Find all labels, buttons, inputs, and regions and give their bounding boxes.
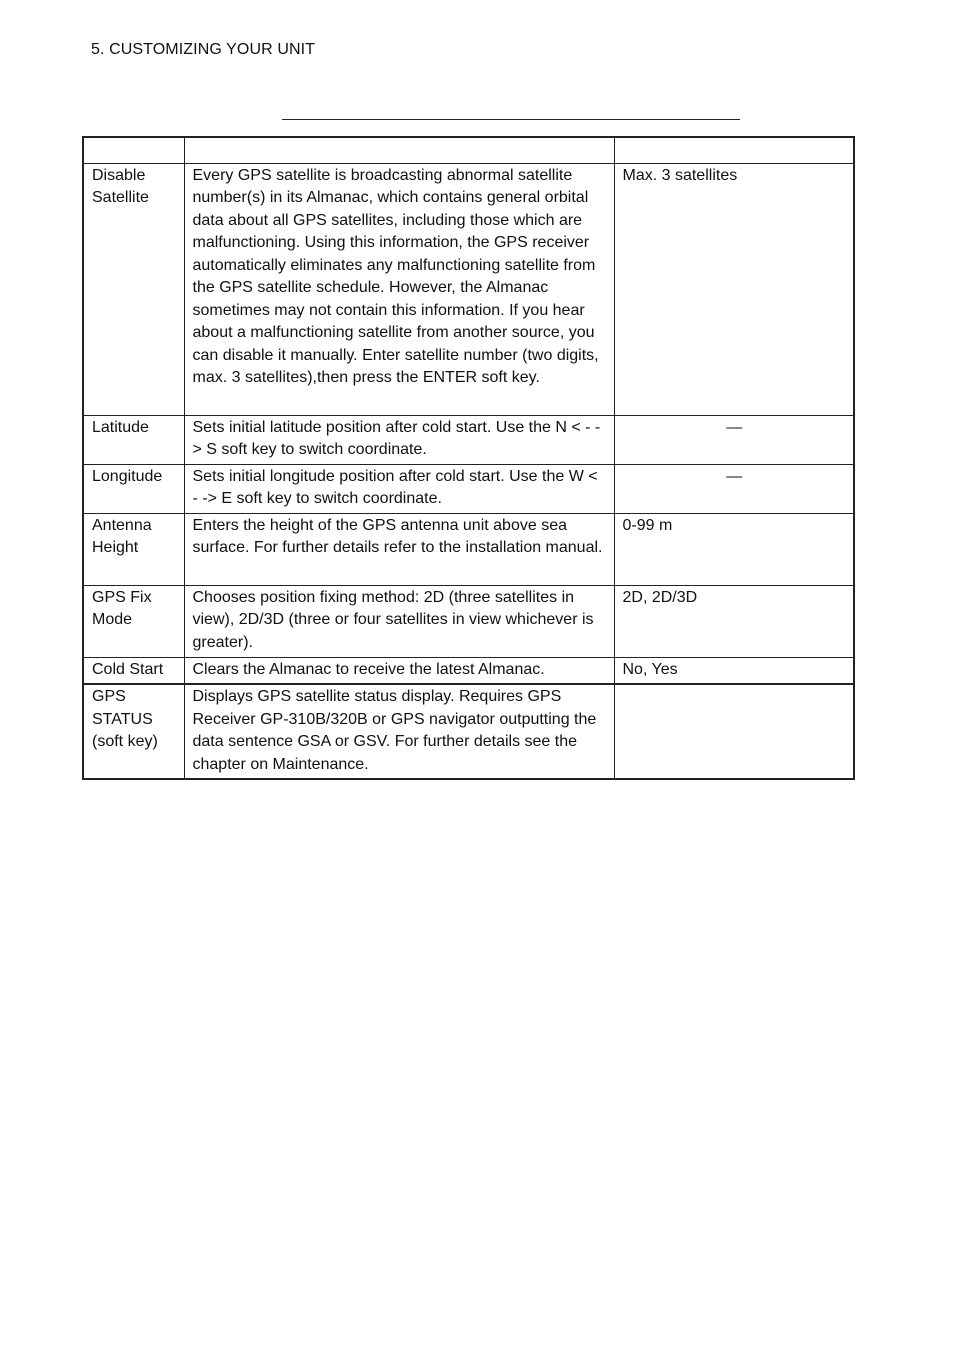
row-item: Cold Start: [83, 657, 184, 684]
row-description: Sets initial longitude position after cold start. Use the W < - -> E soft key to switch coordinate.: [184, 464, 614, 513]
table-row: [83, 585, 854, 657]
table-header-row: [83, 137, 854, 163]
row-item: Latitude: [83, 415, 184, 464]
table-row: [83, 163, 854, 415]
row-range: 2D, 2D/3D: [614, 585, 854, 657]
row-range: —: [614, 464, 854, 513]
row-description: Every GPS satellite is broadcasting abnormal satellite number(s) in its Almanac, which contains general orbital data about all GPS satellites, including those which are malfunctioning. Using this information, the GPS receiver automatically eliminates any malfunctioning satellite from the GPS satellite schedule. However, the Almanac sometimes may not contain this information. If you hear about a malfunctioning satellite from another source, you can disable it manually. Enter satellite number (two digits, max. 3 satellites),then press the ENTER soft key.: [184, 163, 614, 415]
table-row: [83, 513, 854, 585]
header-cell-range: [614, 137, 854, 163]
title-rule: [282, 119, 740, 120]
row-description: Chooses position fixing method: 2D (three satellites in view), 2D/3D (three or four satellites in view whichever is greater).: [184, 585, 614, 657]
table-row: [83, 415, 854, 464]
row-range: —: [614, 415, 854, 464]
header-cell-item: [83, 137, 184, 163]
row-range: [614, 684, 854, 779]
table-row: [83, 464, 854, 513]
row-range: No, Yes: [614, 657, 854, 684]
table-row: [83, 684, 854, 779]
header-cell-description: [184, 137, 614, 163]
table-row: [83, 657, 854, 684]
row-item: GPS STATUS (soft key): [83, 684, 184, 779]
running-head: 5. CUSTOMIZING YOUR UNIT: [91, 41, 316, 58]
row-description: Enters the height of the GPS antenna unit above sea surface. For further details refer to the installation manual.: [184, 513, 614, 585]
row-description: Sets initial latitude position after cold start. Use the N < - -> S soft key to switch coordinate.: [184, 415, 614, 464]
row-item: Longitude: [83, 464, 184, 513]
row-range: 0-99 m: [614, 513, 854, 585]
row-item: GPS Fix Mode: [83, 585, 184, 657]
gps-menu-table: [82, 136, 855, 780]
row-range: Max. 3 satellites: [614, 163, 854, 415]
row-item: Antenna Height: [83, 513, 184, 585]
row-description: Clears the Almanac to receive the latest Almanac.: [184, 657, 614, 684]
row-description: Displays GPS satellite status display. Requires GPS Receiver GP-310B/320B or GPS navigator outputting the data sentence GSA or GSV. For further details see the chapter on Maintenance.: [184, 684, 614, 779]
row-item: Disable Satellite: [83, 163, 184, 415]
